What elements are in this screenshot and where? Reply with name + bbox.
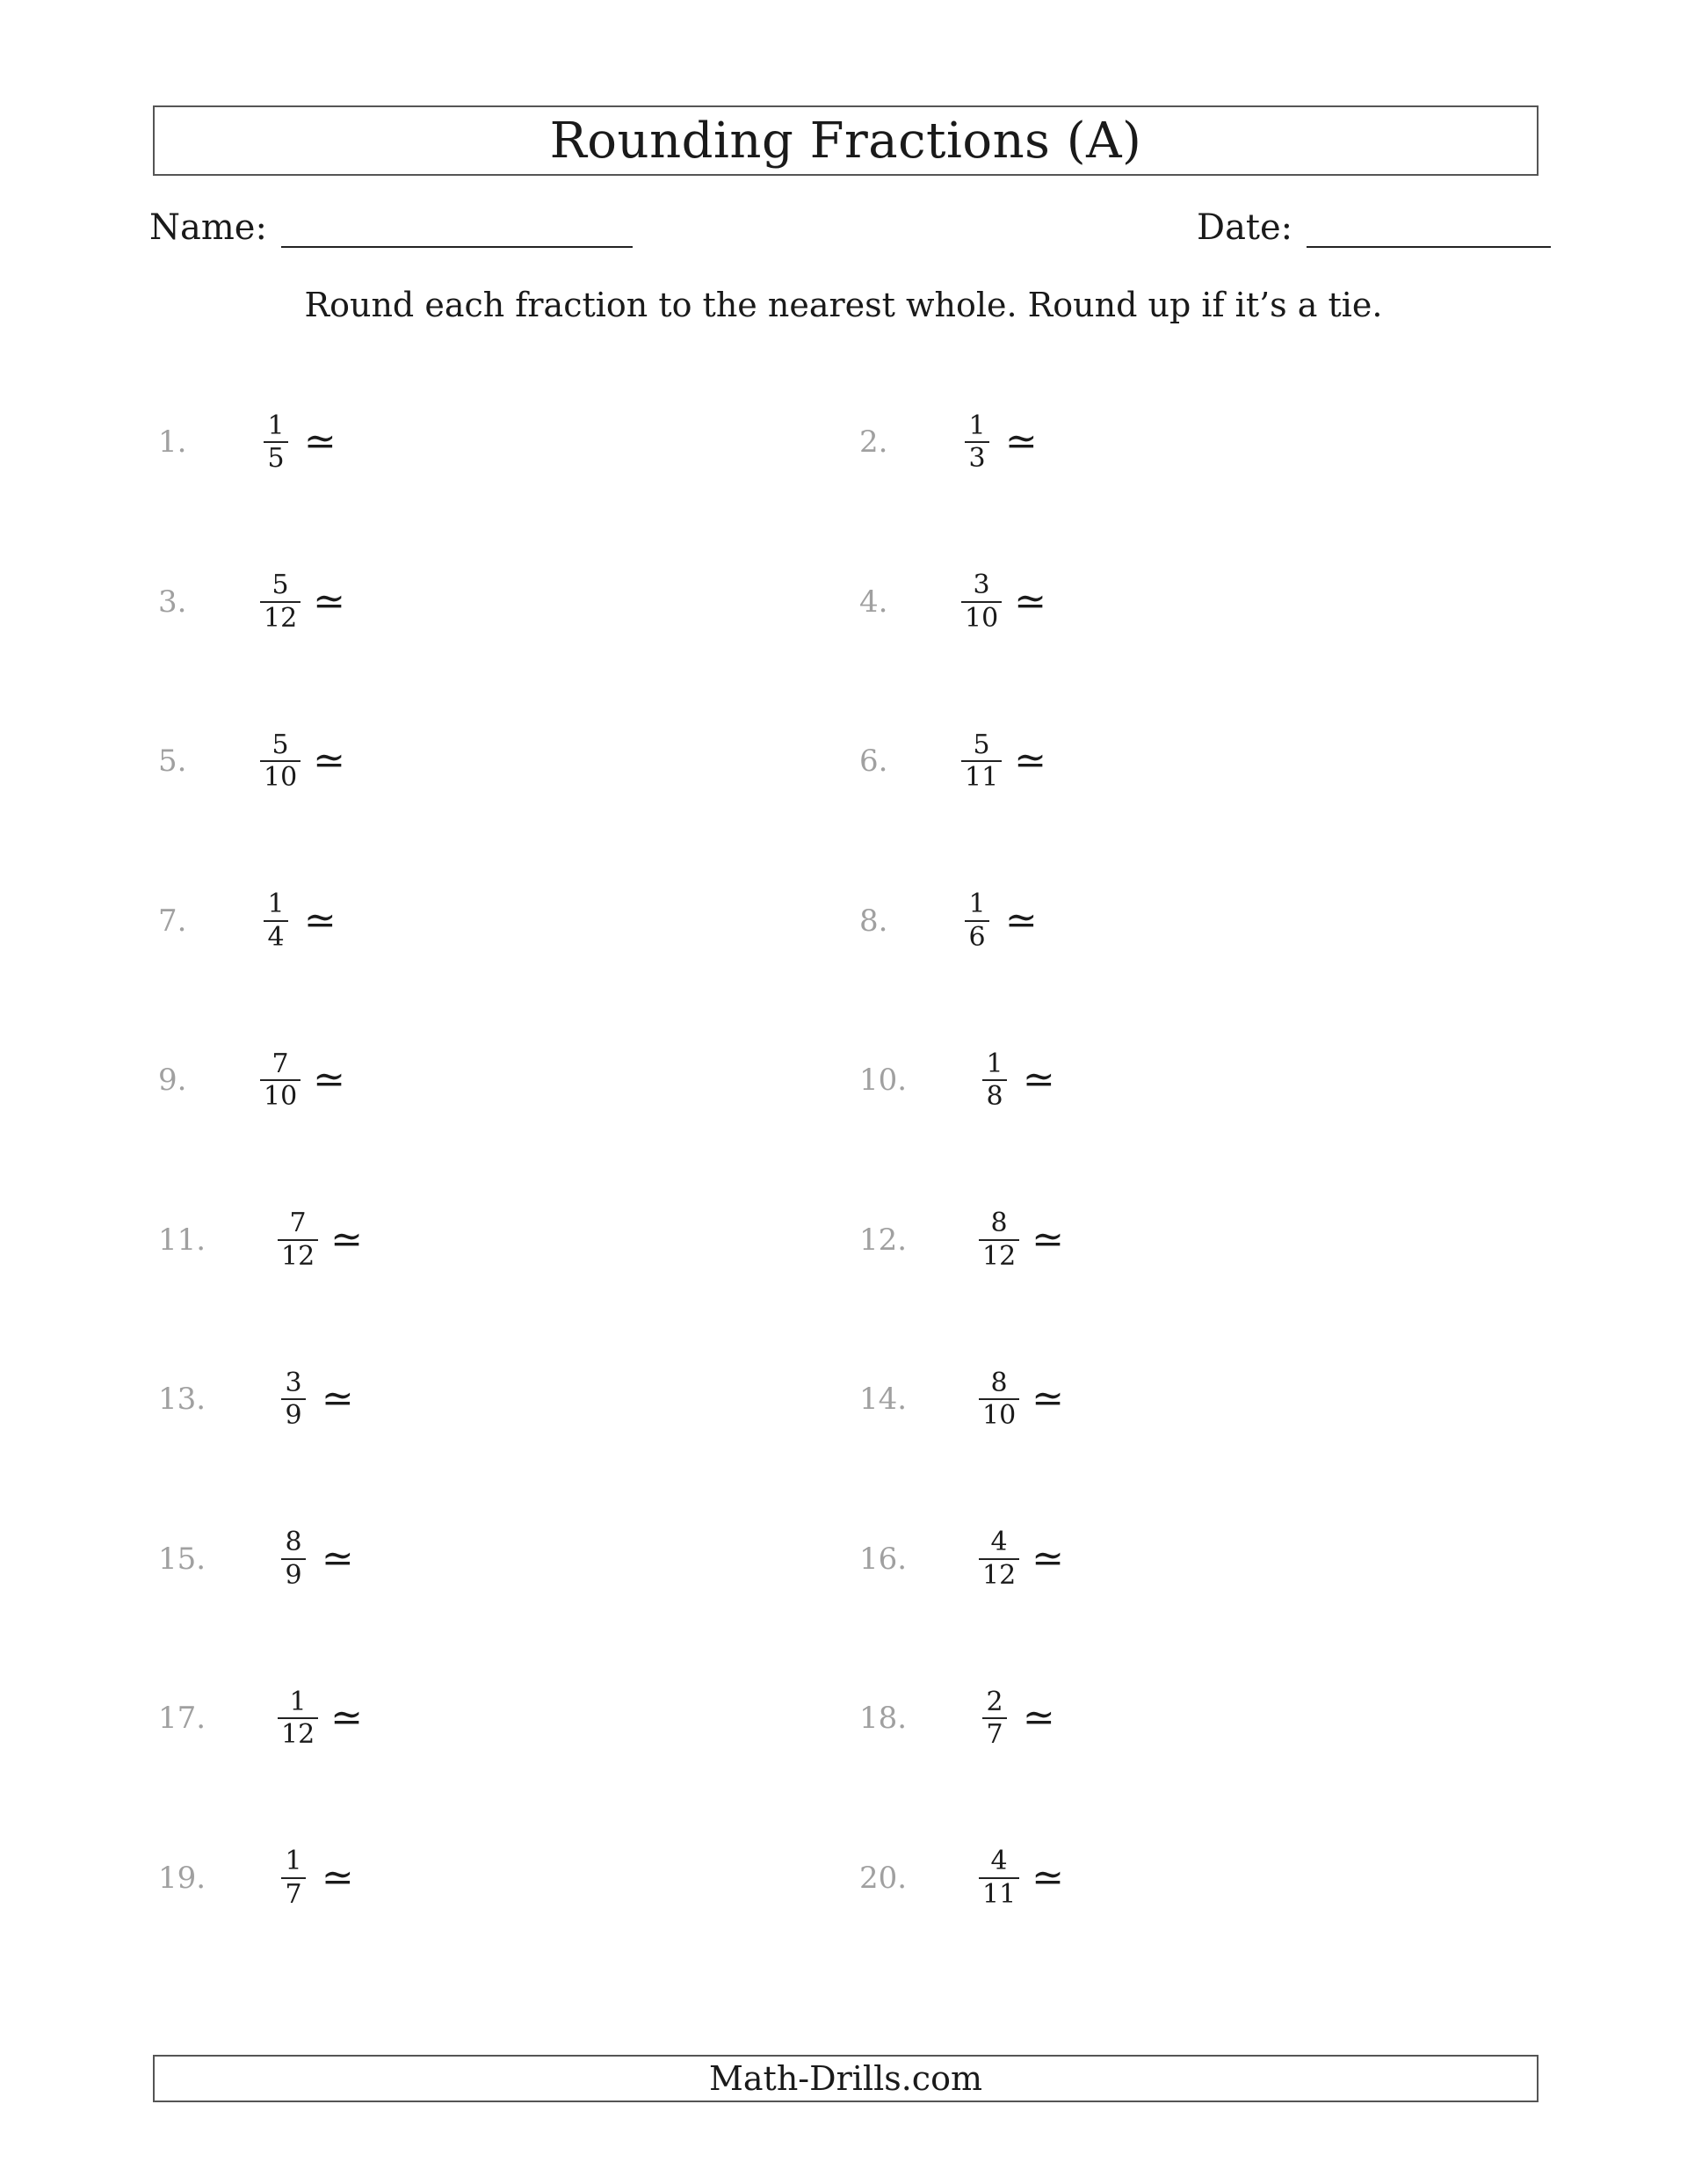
fraction-numerator: 3 — [973, 570, 990, 600]
instructions: Round each fraction to the nearest whole. Round up if it’s a tie. — [304, 286, 1383, 324]
date-label: Date: — [1197, 207, 1293, 248]
fraction-numerator: 5 — [272, 729, 289, 760]
fraction-numerator: 1 — [986, 1048, 1003, 1079]
approx-symbol: ≃ — [1032, 1216, 1065, 1262]
fraction-denominator: 7 — [982, 1717, 1006, 1749]
fraction-denominator: 3 — [965, 441, 988, 473]
date-field — [1197, 204, 1551, 248]
problem-item — [859, 1665, 1055, 1771]
fraction-denominator: 7 — [281, 1877, 305, 1909]
fraction — [975, 1050, 1014, 1111]
fraction-numerator: 1 — [968, 410, 986, 441]
fraction-denominator: 12 — [260, 601, 300, 633]
fraction-denominator: 9 — [281, 1558, 305, 1590]
problem-item — [158, 868, 337, 974]
fraction-numerator: 4 — [990, 1527, 1008, 1557]
fraction-denominator: 12 — [278, 1717, 318, 1749]
approx-symbol: ≃ — [313, 1057, 346, 1102]
fraction — [274, 1369, 313, 1430]
fraction-denominator: 9 — [281, 1398, 305, 1430]
problem-number: 3. — [158, 584, 187, 620]
fraction — [257, 890, 295, 951]
fraction-numerator: 8 — [990, 1208, 1008, 1238]
problem-number: 1. — [158, 424, 187, 460]
fraction-numerator: 1 — [968, 889, 986, 919]
fraction — [274, 1688, 322, 1749]
problem-item — [859, 549, 1046, 655]
footer-text: Math-Drills.com — [708, 2059, 982, 2098]
fraction — [975, 1369, 1023, 1430]
problem-number: 13. — [158, 1382, 206, 1417]
problem-item — [158, 1346, 354, 1452]
problem-item — [158, 1187, 363, 1293]
name-label: Name: — [149, 207, 267, 248]
approx-symbol: ≃ — [322, 1535, 354, 1581]
fraction — [257, 731, 304, 792]
problem-item — [859, 389, 1038, 495]
problem-item — [158, 1506, 354, 1612]
fraction-denominator: 4 — [264, 920, 287, 952]
fraction-numerator: 4 — [990, 1846, 1008, 1876]
fraction — [257, 1050, 304, 1111]
fraction-numerator: 3 — [285, 1367, 302, 1398]
problem-number: 9. — [158, 1063, 187, 1098]
fraction-numerator: 8 — [285, 1527, 302, 1557]
problem-number: 16. — [859, 1541, 908, 1577]
fraction-denominator: 11 — [961, 760, 1002, 792]
approx-symbol: ≃ — [1014, 578, 1047, 624]
problem-number: 5. — [158, 744, 187, 779]
fraction — [274, 1209, 322, 1270]
fraction — [958, 731, 1005, 792]
approx-symbol: ≃ — [330, 1695, 364, 1740]
fraction-denominator: 10 — [979, 1398, 1019, 1430]
fraction-denominator: 6 — [965, 920, 988, 952]
fraction — [958, 412, 996, 473]
fraction-denominator: 11 — [979, 1877, 1019, 1909]
fraction — [975, 1847, 1023, 1908]
name-field — [149, 204, 633, 248]
fraction — [958, 571, 1005, 632]
problem-number: 12. — [859, 1222, 908, 1258]
approx-symbol: ≃ — [1005, 419, 1038, 464]
problem-item — [158, 1825, 354, 1931]
fraction-denominator: 10 — [260, 1079, 300, 1111]
fraction-denominator: 12 — [979, 1558, 1019, 1590]
problem-number: 19. — [158, 1860, 206, 1896]
approx-symbol: ≃ — [1023, 1057, 1055, 1102]
fraction-denominator: 10 — [961, 601, 1002, 633]
footer-box — [153, 2055, 1539, 2102]
fraction-denominator: 8 — [982, 1079, 1006, 1111]
fraction — [958, 890, 996, 951]
approx-symbol: ≃ — [1005, 897, 1038, 943]
problem-item — [859, 1027, 1055, 1133]
problem-number: 8. — [859, 903, 888, 939]
problem-number: 17. — [158, 1701, 206, 1736]
title-box — [153, 105, 1539, 176]
problem-item — [859, 708, 1046, 814]
approx-symbol: ≃ — [1014, 738, 1047, 783]
problem-item — [158, 1665, 363, 1771]
problem-number: 15. — [158, 1541, 206, 1577]
fraction — [975, 1688, 1014, 1749]
problem-item — [859, 1187, 1064, 1293]
problem-number: 4. — [859, 584, 888, 620]
problem-number: 2. — [859, 424, 888, 460]
problem-number: 14. — [859, 1382, 908, 1417]
approx-symbol: ≃ — [1032, 1376, 1065, 1421]
fraction-numerator: 1 — [267, 889, 285, 919]
problem-number: 11. — [158, 1222, 206, 1258]
problem-item — [158, 389, 337, 495]
problem-item — [158, 1027, 345, 1133]
fraction-numerator: 1 — [267, 410, 285, 441]
problem-item — [859, 1825, 1064, 1931]
approx-symbol: ≃ — [330, 1216, 364, 1262]
problem-number: 10. — [859, 1063, 908, 1098]
approx-symbol: ≃ — [1032, 1854, 1065, 1900]
fraction-numerator: 7 — [289, 1208, 307, 1238]
fraction — [274, 1528, 313, 1589]
approx-symbol: ≃ — [313, 578, 346, 624]
approx-symbol: ≃ — [322, 1376, 354, 1421]
fraction-denominator: 5 — [264, 441, 287, 473]
fraction-denominator: 10 — [260, 760, 300, 792]
fraction-numerator: 2 — [986, 1686, 1003, 1717]
problem-number: 18. — [859, 1701, 908, 1736]
fraction — [257, 571, 304, 632]
date-input-line[interactable] — [1307, 204, 1551, 248]
fraction-numerator: 1 — [289, 1686, 307, 1717]
problem-number: 7. — [158, 903, 187, 939]
approx-symbol: ≃ — [1023, 1695, 1055, 1740]
problem-number: 6. — [859, 744, 888, 779]
fraction-numerator: 1 — [285, 1846, 302, 1876]
problem-item — [859, 868, 1038, 974]
approx-symbol: ≃ — [304, 897, 337, 943]
worksheet-title: Rounding Fractions (A) — [549, 112, 1142, 170]
fraction-denominator: 12 — [278, 1239, 318, 1271]
fraction — [975, 1209, 1023, 1270]
approx-symbol: ≃ — [304, 419, 337, 464]
fraction — [975, 1528, 1023, 1589]
fraction — [257, 412, 295, 473]
fraction-numerator: 8 — [990, 1367, 1008, 1398]
problem-number: 20. — [859, 1860, 908, 1896]
problem-item — [859, 1346, 1064, 1452]
approx-symbol: ≃ — [322, 1854, 354, 1900]
approx-symbol: ≃ — [313, 738, 346, 783]
fraction-numerator: 5 — [272, 570, 289, 600]
approx-symbol: ≃ — [1032, 1535, 1065, 1581]
problem-item — [158, 549, 345, 655]
fraction — [274, 1847, 313, 1908]
fraction-numerator: 7 — [272, 1048, 289, 1079]
problem-item — [859, 1506, 1064, 1612]
fraction-denominator: 12 — [979, 1239, 1019, 1271]
problem-item — [158, 708, 345, 814]
fraction-numerator: 5 — [973, 729, 990, 760]
name-input-line[interactable] — [281, 204, 633, 248]
